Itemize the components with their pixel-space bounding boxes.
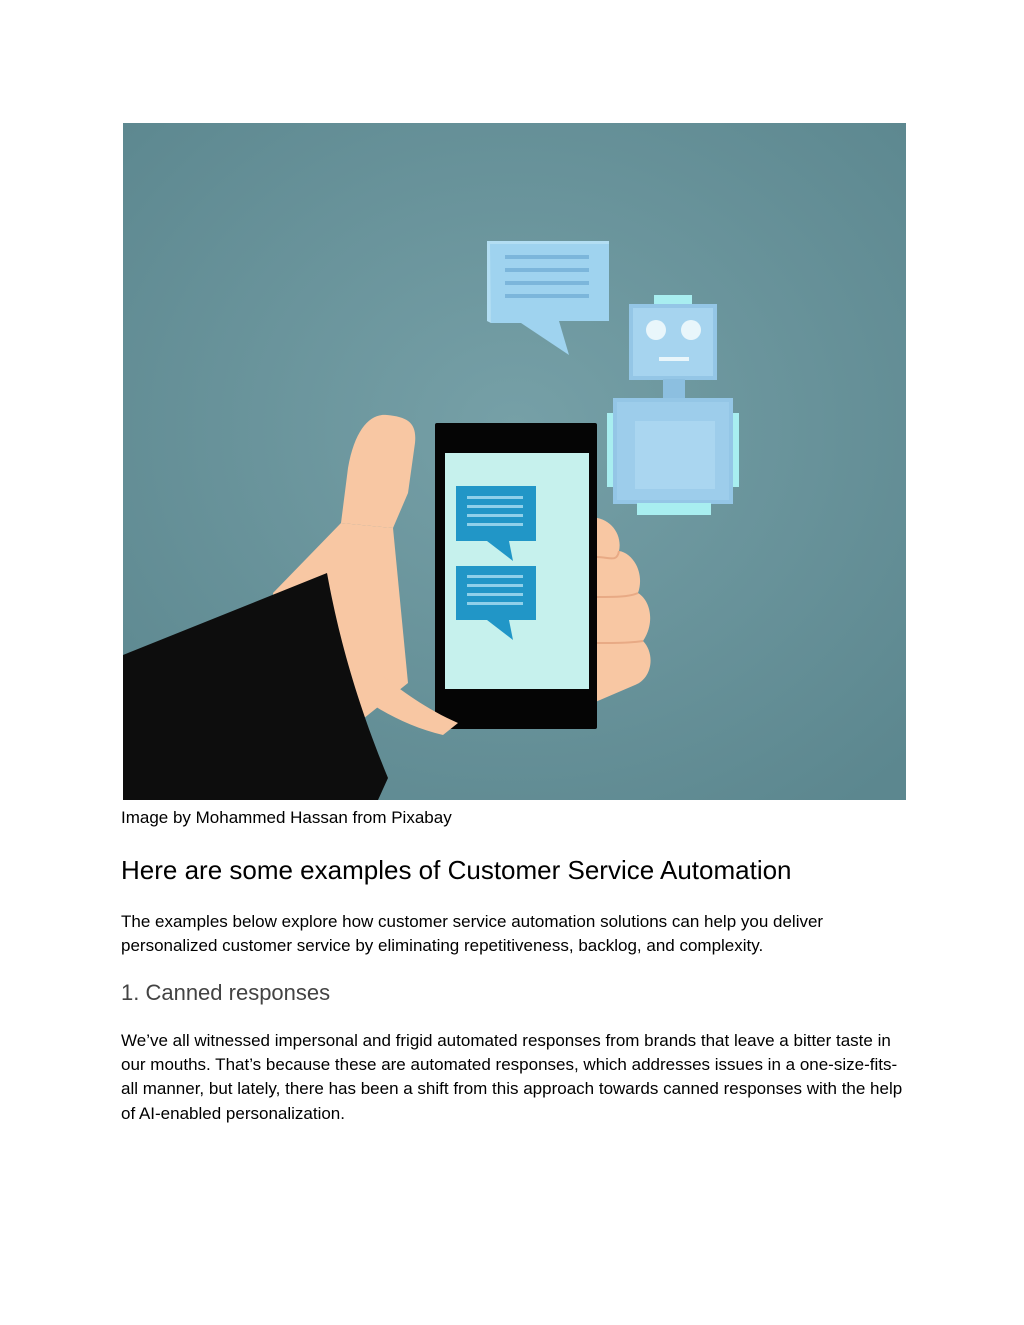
section-heading: Here are some examples of Customer Service Automation [121,855,792,885]
image-caption: Image by Mohammed Hassan from Pixabay [121,808,452,827]
customer-service-illustration [123,123,906,800]
canned-responses-paragraph: We’ve all witnessed impersonal and frigid automated responses from brands that leave a bitter taste in our mouths. That’s because these are automated responses, which addresses issues in a one-size-fits-all manner, but lately, there has been a shift from this approach towards canned responses with the help of AI-enabled personalization. [121,1031,903,1123]
smartphone-icon [435,423,597,729]
intro-paragraph: The examples below explore how customer service automation solutions can help you deliver personalized customer service by eliminating repetitiveness, backlog, and complexity. [121,912,824,955]
subsection-heading-canned-responses: 1. Canned responses [121,980,331,1005]
